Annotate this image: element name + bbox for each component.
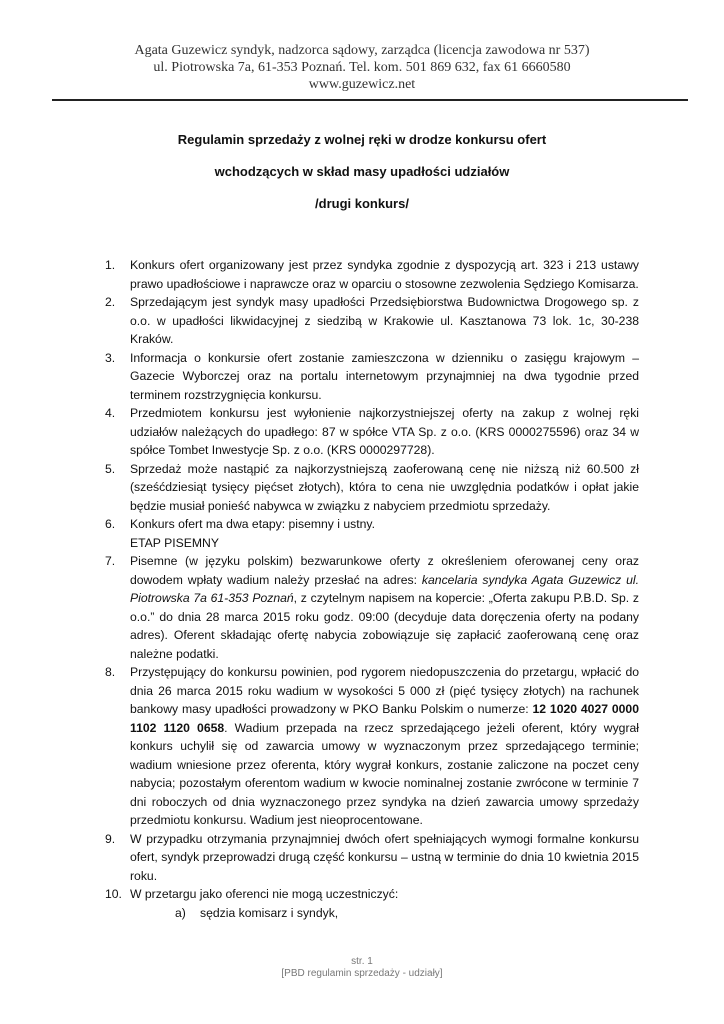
item-number: 3. [105, 350, 116, 365]
item-number: 7. [105, 554, 116, 568]
item-number: 4. [105, 406, 116, 420]
list-item [105, 256, 639, 293]
letterhead [0, 42, 724, 93]
list-item [105, 885, 639, 904]
sub-item-letter: a) [175, 905, 186, 920]
item-text-part: . Wadium przepada na rzecz sprzedającego jeżeli oferent, który wygrał konkurs uchylił się od zawarcia umowy w wyznaczonym przez sprzedającego terminie; wadium wniesione przez oferenta, który wygrał konkurs, zostanie zaliczone na poczet ceny nabycia; pozostałym oferentom wadium w kwocie nominalnej zostanie zwrócone w terminie 7 dni roboczych od dnia wyznaczonego przez syndyka na dzień zawarcia umowy sprzedaży przedmiotu konkursu. Wadium jest nieoprocentowane. [130, 720, 639, 827]
item-number: 9. [105, 831, 116, 846]
item-text-part: Przystępujący do konkursu powinien, pod rygorem niedopuszczenia do przetargu, wpłacić do dnia 26 marca 2015 roku wadium w wysokości 5 000 zł (pięć tysięcy złotych) na rachunek bankowy masy upadłości prowadzony w PKO Banku Polskim o numerze: [130, 665, 639, 716]
item-text: Sprzedającym jest syndyk masy upadłości Przedsiębiorstwa Budownictwa Drogowego sp. z o.o. w upadłości likwidacyjnej z siedzibą w Krakowie ul. Kasztanowa 73 lok. 1c, 30-238 Kraków. [130, 295, 639, 346]
item-number: 5. [105, 461, 116, 476]
item-text: Informacja o konkursie ofert zostanie zamieszczona w dzienniku o zasięgu krajowym – Gazecie Wyborczej oraz na portalu internetowym przynajmniej na dwa tygodnie przed terminem rozstrzygnięcia konkursu. [130, 350, 639, 402]
letterhead-address-line: ul. Piotrowska 7a, 61-353 Poznań. Tel. kom. 501 869 632, fax 61 6660580 [153, 60, 571, 75]
list-item [105, 404, 639, 460]
list-item [105, 460, 639, 516]
item-text: W przetargu jako oferenci nie mogą uczestniczyć: [130, 887, 399, 901]
item-text [130, 665, 639, 827]
letterhead-website-line: www.guzewicz.net [308, 77, 416, 92]
item-number: 6. [105, 517, 116, 531]
list-item [105, 515, 639, 534]
document-title-line-3: /drugi konkurs/ [315, 196, 409, 211]
item-number: 2. [105, 295, 116, 309]
bank-account-number: 12 1020 4027 0000 1102 1120 0658 [130, 702, 639, 735]
page-number: str. 1 [351, 956, 373, 967]
item-text: Konkurs ofert organizowany jest przez syndyka zgodnie z dyspozycją art. 323 i 213 ustawy prawo upadłościowe i naprawcze oraz w oparciu o stosowne zezwolenia Sędziego Komisarza. [130, 258, 639, 291]
item-text-part: Pisemne (w języku polskim) bezwarunkowe oferty z określeniem oferowanej ceny oraz dowodem wpłaty wadium należy przesłać na adres: [130, 554, 639, 587]
list-item [105, 293, 639, 349]
item-text: Przedmiotem konkursu jest wyłonienie najkorzystniejszej oferty na zakup z wolnej ręki udziałów należących do upadłego: 87 w spółce VTA Sp. z o.o. (KRS 0000275596) oraz 34 w spółce Tombet Inwestycje Sp. z o.o. (KRS 0000297728). [130, 406, 639, 457]
item-text: Konkurs ofert ma dwa etapy: pisemny i ustny. [130, 517, 375, 531]
item-number: 1. [105, 258, 116, 272]
list-item [105, 663, 639, 830]
item-text: W przypadku otrzymania przynajmniej dwóch ofert spełniających wymogi formalne konkursu ofert, syndyk przeprowadzi drugą część konkursu – ustną w terminie do dnia 10 kwietnia 2015 roku. [130, 831, 639, 883]
document-title-line-2: wchodzących w skład masy upadłości udziałów [214, 164, 510, 179]
regulations-list [105, 256, 639, 922]
item-text-part: , z czytelnym napisem na kopercie: „Oferta zakupu P.B.D. Sp. z o.o.” do dnia 28 marca 2015 roku godz. 09:00 (decyduje data doręczenia oferty na podany adres). Oferent składając ofertę nabycia zobowiązuje się zapłacić zaoferowaną cenę oraz należne podatki. [130, 591, 639, 661]
letterhead-name-line: Agata Guzewicz syndyk, nadzorca sądowy, zarządca (licencja zawodowa nr 537) [134, 43, 590, 58]
sub-item-text: sędzia komisarz i syndyk, [200, 905, 339, 920]
item-number: 8. [105, 665, 116, 679]
office-address: kancelaria syndyka Agata Guzewicz ul. Piotrowska 7a 61-353 Poznań [130, 572, 639, 605]
list-item [105, 830, 639, 886]
item-text: Sprzedaż może nastąpić za najkorzystniejszą zaoferowaną cenę nie niższą niż 60.500 zł (sześćdziesiąt tysięcy pięćset złotych), która to cena nie uwzględnia podatków i opłat jakie będzie musiał ponieść nabywca w związku z nabyciem przedmiotu sprzedaży. [130, 461, 639, 513]
section-label-written-stage: ETAP PISEMNY [130, 535, 219, 550]
sub-list-item [105, 904, 639, 923]
document-title-line-1: Regulamin sprzedaży z wolnej ręki w drodze konkursu ofert [177, 132, 547, 147]
item-text [130, 554, 639, 661]
list-item [105, 349, 639, 405]
header-divider [52, 99, 688, 101]
document-footer-label: [PBD regulamin sprzedaży - udziały] [281, 968, 443, 979]
item-number: 10. [105, 887, 122, 901]
list-item [105, 552, 639, 663]
